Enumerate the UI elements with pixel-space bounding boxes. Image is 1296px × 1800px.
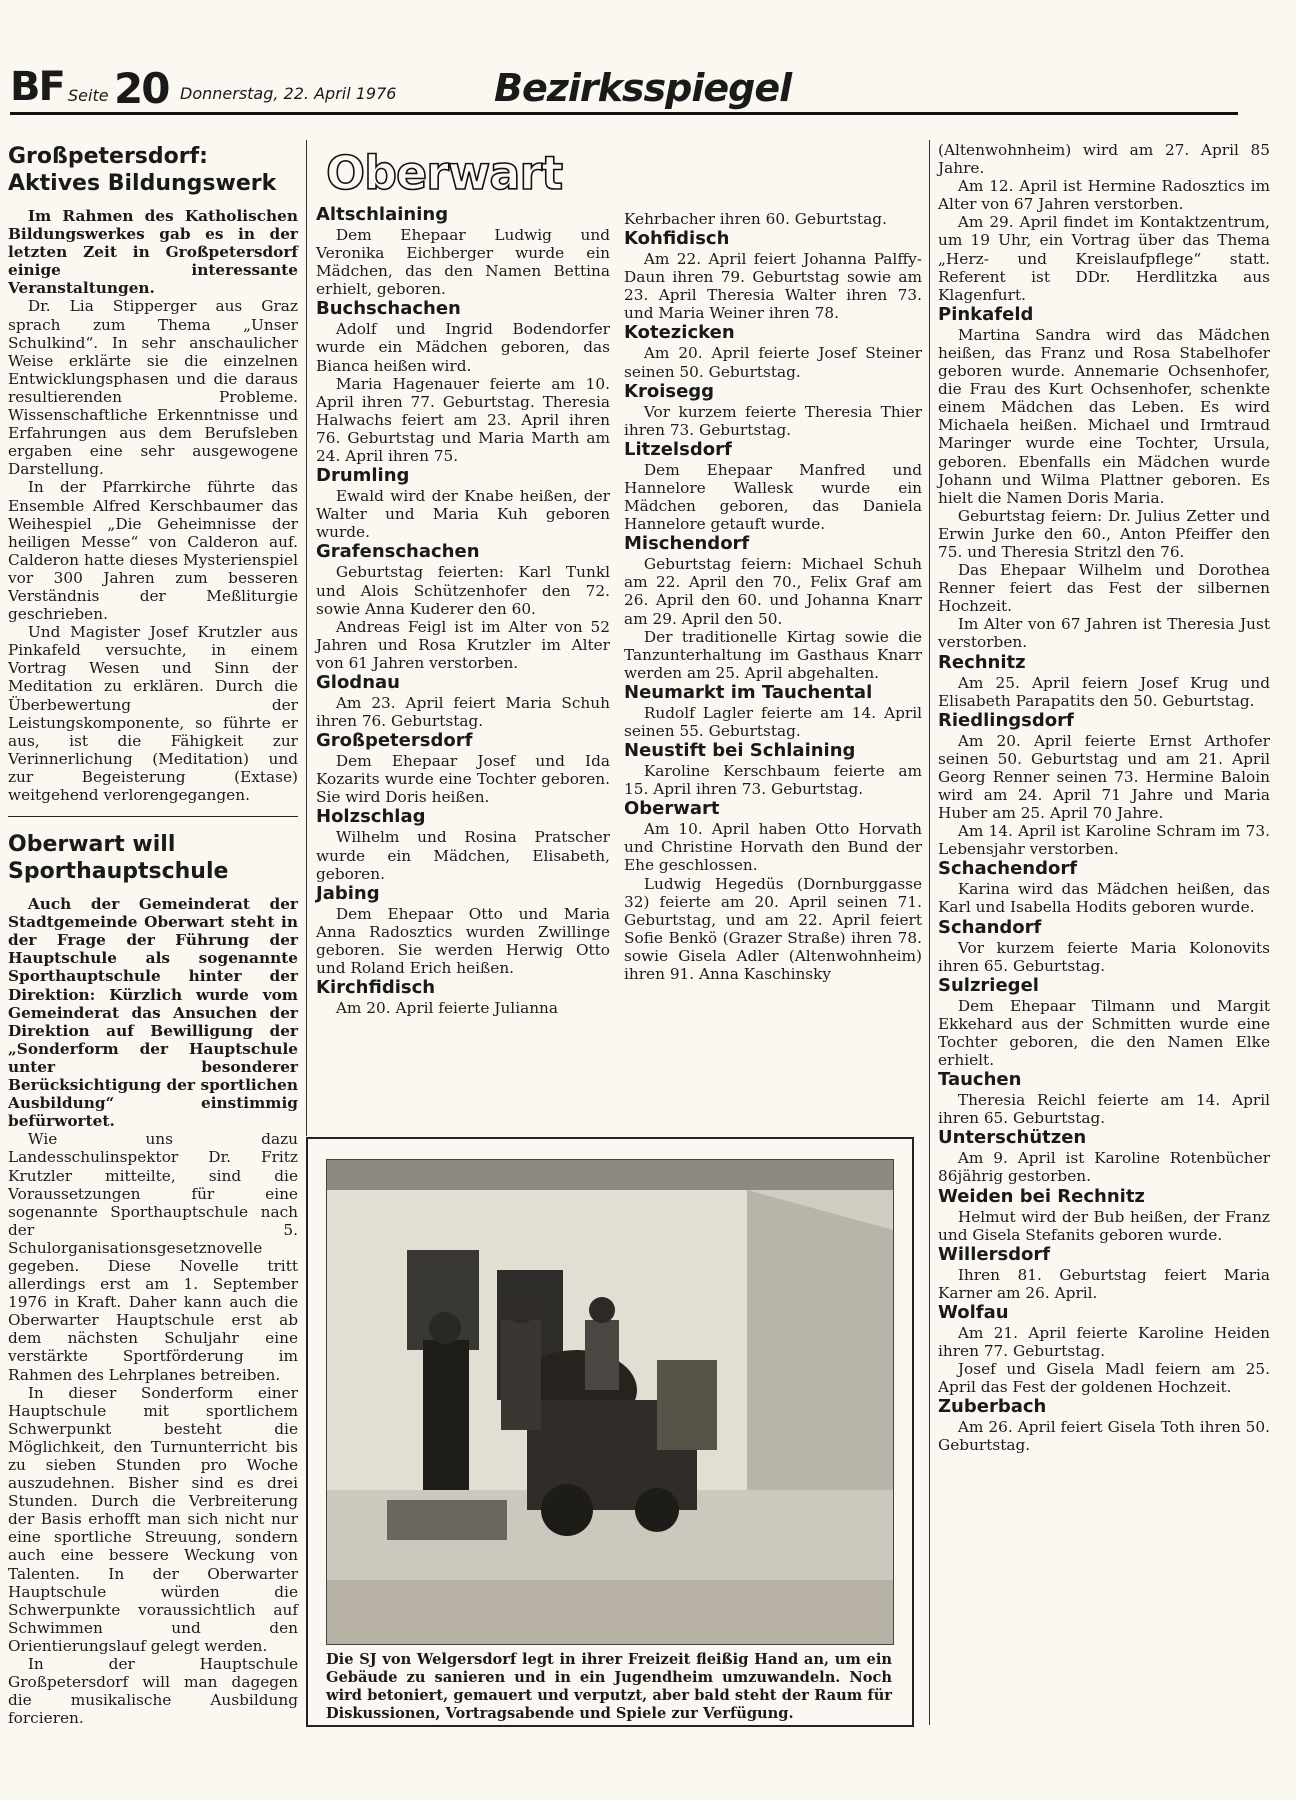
page-number: 20 [114, 64, 169, 113]
entry-text: Am 21. April feierte Karoline Heiden ihren 77. Geburtstag. [938, 1323, 1270, 1360]
place-heading: Oberwart [624, 798, 720, 820]
entry-text: Am 20. April feierte Julianna [335, 999, 559, 1018]
place-heading: Holzschlag [316, 806, 426, 828]
article-paragraph: In der Pfarrkirche führte das Ensemble Alfred Kerschbaumer das Weihespiel „Die Geheimnisse der heiligen Messe“ von Calderon auf. Calderon hatte dieses Mysterienspiel vor 300 Jahren zum besseren Verständnis der Meßliturgie geschrieben. [8, 478, 298, 624]
news-entry [316, 204, 610, 298]
place-heading: Wolfau [938, 1301, 1009, 1323]
place-heading: Glodnau [316, 671, 400, 693]
entry-text: Das Ehepaar Wilhelm und Dorothea Renner feiert das Fest der silbernen Hochzeit. [938, 561, 1270, 616]
news-entry [938, 822, 1270, 858]
entry-text: Adolf und Ingrid Bodendorfer wurde ein Mädchen geboren, das Bianca heißen wird. [316, 320, 610, 375]
entry-text: Am 12. April ist Hermine Radosztics im Alter von 67 Jahren verstorben. [938, 177, 1270, 214]
left-column [8, 143, 298, 1727]
news-entry [938, 1127, 1270, 1185]
article-lead: Auch der Gemeinderat der Stadtgemeinde Oberwart steht in der Frage der Führung der Hauptschule als sogenannte Sporthauptschule hinter der Direktion: Kürzlich wurde vom Gemeinderat das Ansuchen der Direktion auf Bewilligung der „Sonderform der Hauptschule unter besonderer Berücksichtigung der sportlichen Ausbildung“ einstimmig befürwortet. [8, 895, 298, 1131]
place-heading: Schandorf [938, 916, 1042, 938]
news-entry [624, 740, 922, 798]
news-entry [316, 672, 610, 730]
news-entry [624, 381, 922, 439]
news-entry [938, 1186, 1270, 1244]
entry-text: Am 23. April feiert Maria Schuh ihren 76. Geburtstag. [316, 693, 610, 731]
news-entry [316, 465, 610, 541]
place-heading: Großpetersdorf [316, 730, 473, 752]
entry-text: Josef und Gisela Madl feiern am 25. April das Fest der goldenen Hochzeit. [938, 1360, 1270, 1397]
place-heading: Litzelsdorf [624, 438, 732, 460]
news-entry [938, 507, 1270, 561]
paper-code: BF [10, 64, 64, 110]
entry-text: Am 20. April feierte Ernst Arthofer seinen 50. Geburtstag und am 21. April Georg Renner seinen 73. Hermine Baloin wird am 24. April 71 Jahre und Maria Huber am 25. April 70 Jahre. [938, 731, 1270, 823]
place-heading: Tauchen [938, 1069, 1022, 1091]
photo-box [306, 1137, 914, 1727]
news-entry [624, 439, 922, 533]
entry-text: Dem Ehepaar Otto und Maria Anna Radosztics wurden Zwillinge geboren. Sie werden Herwig Otto und Roland Erich heißen. [316, 904, 610, 977]
news-entry [624, 210, 922, 228]
entry-text: Am 20. April feierte Josef Steiner seinen 50. Geburtstag. [624, 344, 922, 381]
place-heading: Altschlaining [316, 204, 449, 225]
news-entry [624, 228, 922, 322]
article-headline: Oberwart will Sporthauptschule [8, 832, 229, 885]
news-entry [316, 806, 610, 882]
news-entry [938, 615, 1270, 651]
place-heading: Jabing [316, 882, 380, 904]
place-heading: Sulzriegel [938, 974, 1039, 996]
entry-text: Der traditionelle Kirtag sowie die Tanzunterhaltung im Gasthaus Knarr werden am 25. April abgehalten. [624, 627, 922, 682]
place-heading: Grafenschachen [316, 541, 480, 563]
masthead [10, 56, 1238, 112]
entry-text: Am 29. April findet im Kontaktzentrum, um 19 Uhr, ein Vortrag über das Thema „Herz- und Kreislaufpflege“ statt. Referent ist DDr. Herdlitzka aus Klagenfurt. [938, 213, 1270, 304]
entry-text: Wilhelm und Rosina Pratscher wurde ein Mädchen, Elisabeth, geboren. [316, 828, 610, 883]
news-entry [938, 917, 1270, 975]
news-entry [624, 628, 922, 682]
news-entry [938, 1302, 1270, 1360]
news-entry [938, 710, 1270, 822]
photo-illustration [327, 1160, 893, 1644]
place-heading: Drumling [316, 465, 410, 487]
news-entry [624, 533, 922, 627]
news-entry [938, 177, 1270, 213]
news-entry [316, 730, 610, 806]
article-paragraph: Wie uns dazu Landesschulinspektor Dr. Fritz Krutzler mitteilte, sind die Voraussetzungen für eine sogenannte Sporthauptschule nach der 5. Schulorganisationsgesetznovelle gegeben. Diese Novelle tritt allerdings erst am 1. September 1976 in Kraft. Daher kann auch die Oberwarter Hauptschule erst ab dem nächsten Schuljahr eine verstärkte Sportförderung im Rahmen des Lehrplanes betreiben. [8, 1130, 298, 1384]
article-paragraph: In dieser Sonderform einer Hauptschule mit sportlichem Schwerpunkt besteht die Möglichkeit, den Turnunterricht bis zu sieben Stunden pro Woche auszudehnen. Bisher sind es drei Stunden. Durch die Verbreiterung der Basis erhofft man sich nicht nur eine sportliche Streuung, sondern auch eine bessere Weckung von Talenten. In der Oberwarter Hauptschule würden die Schwerpunkte voraussichtlich auf Schwimmen und den Orientierungslauf gelegt werden. [8, 1383, 298, 1655]
entry-text: Maria Hagenauer feierte am 10. April ihren 77. Geburtstag. Theresia Halwachs feiert am 23. April ihren 76. Geburtstag und Maria Marth am 24. April ihren 75. [316, 374, 610, 466]
news-entry [316, 298, 610, 374]
news-entry [938, 213, 1270, 303]
entry-text: Ihren 81. Geburtstag feiert Maria Karner am 26. April. [938, 1265, 1270, 1302]
place-heading: Kroisegg [624, 380, 715, 402]
entry-text: Im Alter von 67 Jahren ist Theresia Just verstorben. [938, 615, 1270, 652]
news-entry [316, 618, 610, 672]
entry-text: Andreas Feigl ist im Alter von 52 Jahren und Rosa Krutzler im Alter von 61 Jahren verstorben. [316, 617, 610, 672]
entry-text: Dem Ehepaar Manfred und Hannelore Wallesk wurde ein Mädchen geboren, das Daniela Hannelore getauft wurde. [624, 460, 922, 534]
oberwart-column-1 [316, 148, 610, 1017]
entry-text: Karina wird das Mädchen heißen, das Karl und Isabella Hodits geboren wurde. [938, 880, 1270, 917]
news-entry [938, 858, 1270, 916]
place-heading: Unterschützen [938, 1127, 1087, 1149]
column-divider [306, 140, 307, 1136]
news-entry [316, 977, 610, 1017]
article-paragraph: In der Hauptschule Großpetersdorf will man dagegen die musikalische Ausbildung forcieren. [8, 1655, 298, 1728]
entry-text: Geburtstag feiern: Michael Schuh am 22. April den 70., Felix Graf am 26. April den 60. und Johanna Knarr am 29. April den 50. [624, 555, 922, 628]
entry-text: Ludwig Hegedüs (Dornburggasse 32) feierte am 20. April seinen 71. Geburtstag, und am 22. April feiert Sofie Benkö (Grazer Straße) ihren 78. sowie Gisela Adler (Altenwohnheim) ihren 91. Anna Kaschinsky [624, 874, 922, 983]
entry-text: Vor kurzem feierte Theresia Thier ihren 73. Geburtstag. [624, 402, 922, 439]
entry-text: (Altenwohnheim) wird am 27. April 85 Jahre. [938, 141, 1270, 178]
issue-date: Donnerstag, 22. April 1976 [180, 84, 397, 103]
place-heading: Kohfidisch [624, 228, 730, 250]
news-entry [624, 682, 922, 740]
entry-text: Vor kurzem feierte Maria Kolonovits ihren 65. Geburtstag. [938, 938, 1270, 975]
oberwart-column-2 [624, 210, 922, 983]
news-entry [938, 652, 1270, 710]
entry-text: Am 9. April ist Karoline Rotenbücher 86jährig gestorben. [938, 1149, 1270, 1186]
masthead-rule [10, 112, 1238, 115]
entry-text: Karoline Kerschbaum feierte am 15. April ihren 73. Geburtstag. [624, 762, 922, 799]
news-entry [316, 541, 610, 617]
page-word: Seite [68, 86, 109, 105]
entry-text: Dem Ehepaar Josef und Ida Kozarits wurde eine Tochter geboren. Sie wird Doris heißen. [316, 752, 610, 807]
article-separator [8, 816, 298, 817]
entry-text: Dem Ehepaar Ludwig und Veronika Eichberger wurde ein Mädchen, das den Namen Bettina erhielt, geboren. [316, 226, 610, 299]
place-heading: Riedlingsdorf [938, 709, 1074, 731]
entry-text: Am 25. April feiern Josef Krug und Elisabeth Parapatits den 50. Geburtstag. [938, 673, 1270, 710]
place-heading: Kirchfidisch [316, 977, 436, 999]
news-entry [938, 1069, 1270, 1127]
entry-text: Am 22. April feiert Johanna Palffy-Daun ihren 79. Geburtstag sowie am 23. April Theresia Walter ihren 73. und Maria Weiner ihren 78. [624, 250, 922, 323]
news-entry [316, 883, 610, 977]
news-entry [938, 561, 1270, 615]
oberwart-logo: Oberwart [326, 146, 563, 200]
place-heading: Pinkafeld [938, 303, 1034, 325]
place-heading: Rechnitz [938, 651, 1026, 673]
news-entry [938, 141, 1270, 177]
article-headline: Großpetersdorf: Aktives Bildungswerk [8, 144, 277, 196]
entry-text: Rudolf Lagler feierte am 14. April seinen 55. Geburtstag. [624, 703, 922, 740]
entry-text: Kehrbacher ihren 60. Geburtstag. [624, 210, 887, 228]
news-entry [938, 1396, 1270, 1454]
entry-text: Am 10. April haben Otto Horvath und Christine Horvath den Bund der Ehe geschlossen. [624, 820, 922, 875]
article-lead: Im Rahmen des Katholischen Bildungswerkes gab es in der letzten Zeit in Großpetersdorf einige interessante Veranstaltungen. [8, 207, 298, 298]
entry-text: Martina Sandra wird das Mädchen heißen, das Franz und Rosa Stabelhofer geboren wurde. Annemarie Ochsenhofer, die Frau des Kurt Ochsenhofer, schenkte einem Mädchen das Leben. Es wird Michaela heißen. Michael und Irmtraud Maringer wurde eine Tochter, Ursula, geboren. Ebenfalls ein Mädchen wurde Johann und Wilma Plattner geboren. Es hielt die Namen Doris Maria. [938, 325, 1270, 507]
entry-text: Am 14. April ist Karoline Schram im 73. Lebensjahr verstorben. [938, 822, 1270, 859]
news-photo [326, 1159, 894, 1645]
place-heading: Neumarkt im Tauchental [624, 681, 873, 703]
news-entry [624, 875, 922, 984]
place-heading: Schachendorf [938, 858, 1078, 880]
place-heading: Kotezicken [624, 322, 735, 344]
news-entry [938, 1360, 1270, 1396]
entry-text: Ewald wird der Knabe heißen, der Walter und Maria Kuh geboren wurde. [316, 487, 610, 542]
news-entry [938, 975, 1270, 1069]
column-divider [929, 140, 930, 1725]
news-entry [938, 1244, 1270, 1302]
article-paragraph: Dr. Lia Stipperger aus Graz sprach zum Thema „Unser Schulkind“. In sehr anschaulicher Weise erklärte sie die einzelnen Entwicklungsphasen und die daraus resultierenden Probleme. Wissenschaftliche Erkenntnisse und Erfahrungen aus dem Berufsleben ergaben eine sehr ausgewogene Darstellung. [8, 297, 298, 479]
section-title: Bezirksspiegel [494, 66, 792, 110]
place-heading: Mischendorf [624, 533, 750, 555]
place-heading: Weiden bei Rechnitz [938, 1185, 1145, 1207]
oberwart-column-3 [938, 141, 1270, 1454]
news-entry [938, 304, 1270, 507]
place-heading: Zuberbach [938, 1396, 1047, 1418]
news-entry [316, 375, 610, 465]
entry-text: Am 26. April feiert Gisela Toth ihren 50. Geburtstag. [938, 1418, 1270, 1455]
news-entry [624, 322, 922, 380]
oberwart-entries-1 [316, 204, 610, 1017]
news-entry [624, 798, 922, 874]
entry-text: Dem Ehepaar Tilmann und Margit Ekkehard aus der Schmitten wurde eine Tochter geboren, die den Namen Elke erhielt. [938, 996, 1270, 1070]
place-heading: Neustift bei Schlaining [624, 740, 856, 762]
photo-caption: Die SJ von Welgersdorf legt in ihrer Freizeit fleißig Hand an, um ein Gebäude zu sanieren und in ein Jugendheim umzuwandeln. Noch wird betoniert, gemauert und verputzt, aber bald steht der Raum für Diskussionen, Vortragsabende und Spiele zur Verfügung. [326, 1651, 892, 1722]
entry-text: Helmut wird der Bub heißen, der Franz und Gisela Stefanits geboren wurde. [938, 1207, 1270, 1244]
entry-text: Geburtstag feierten: Karl Tunkl und Alois Schützenhofer den 72. sowie Anna Kuderer den 60. [316, 563, 610, 618]
place-heading: Buchschachen [316, 298, 461, 320]
entry-text: Theresia Reichl feierte am 14. April ihren 65. Geburtstag. [938, 1091, 1270, 1128]
entry-text: Geburtstag feiern: Dr. Julius Zetter und Erwin Jurke den 60., Anton Pfeiffer den 75. und Theresia Stritzl den 76. [938, 506, 1270, 561]
article-paragraph: Und Magister Josef Krutzler aus Pinkafeld versuchte, in einem Vortrag Wesen und Sinn der Meditation zu erklären. Durch die Überbewertung der Leistungskomponente, so führte er aus, ist die Fähigkeit zur Verinnerlichung (Meditation) und zur Begeisterung (Extase) weitgehend verlorengegangen. [8, 623, 298, 804]
place-heading: Willersdorf [938, 1243, 1051, 1265]
